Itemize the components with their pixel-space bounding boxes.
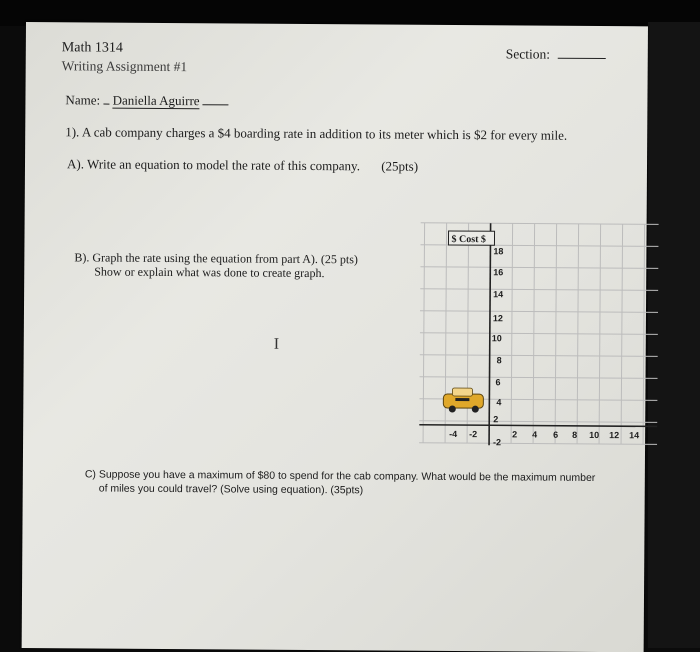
student-name: Daniella Aguirre <box>112 92 200 109</box>
part-b-question: B). Graph the rate using the equation from part A). (25 pts) <box>74 250 358 267</box>
y-axis <box>489 223 491 445</box>
y-tick-label: 12 <box>492 313 503 324</box>
problem-statement: 1). A cab company charges a $4 boarding rate in addition to its meter which is $2 for every mile. <box>65 124 568 143</box>
y-tick-label: 10 <box>491 333 502 344</box>
course-title: Math 1314 <box>61 40 123 56</box>
part-a-question: A). Write an equation to model the rate of this company. <box>66 156 361 174</box>
y-tick-label: 6 <box>495 377 501 388</box>
part-a-points: (25pts) <box>381 158 419 174</box>
name-blank-right <box>203 104 229 105</box>
name-label: Name: <box>65 92 101 108</box>
y-tick-labels <box>491 246 503 447</box>
x-tick-label: 2 <box>512 429 518 440</box>
y-tick-neg-label: -2 <box>493 437 502 448</box>
part-b-instruction: Show or explain what was done to create graph. <box>94 264 325 281</box>
y-tick-label: 4 <box>496 397 502 408</box>
y-tick-label: 16 <box>493 267 504 278</box>
name-blank-left <box>103 104 109 105</box>
section-label: Section: <box>505 46 551 62</box>
section-blank <box>557 58 605 59</box>
graph-svg <box>419 213 661 455</box>
part-c-question: C) Suppose you have a maximum of $80 to spend for the cab company. What would be the maximum number <box>84 468 596 484</box>
x-tick-label: 12 <box>609 430 620 441</box>
y-tick-label: 18 <box>493 246 504 257</box>
name-field <box>65 92 229 109</box>
assignment-title: Writing Assignment #1 <box>61 58 188 75</box>
x-tick-neg-label: -2 <box>469 429 478 440</box>
coordinate-grid <box>419 213 661 448</box>
section-field <box>506 46 606 63</box>
x-tick-label: 4 <box>532 429 538 440</box>
y-tick-label: 8 <box>496 355 502 366</box>
part-a-line <box>67 156 418 174</box>
part-c-instruction: of miles you could travel? (Solve using equation). (35pts) <box>98 482 364 497</box>
x-tick-label: 14 <box>629 430 640 441</box>
x-tick-label: 6 <box>553 429 559 440</box>
y-axis-label: $ Cost $ <box>451 233 486 246</box>
worksheet-paper <box>22 22 648 652</box>
x-tick-labels <box>449 429 639 440</box>
taxi-icon <box>443 388 483 413</box>
x-tick-label: 10 <box>589 429 600 441</box>
y-tick-label: 2 <box>493 414 499 425</box>
y-tick-label: 14 <box>493 289 504 300</box>
x-tick-label: 8 <box>572 429 578 440</box>
text-cursor-icon: I <box>273 335 280 353</box>
x-tick-neg-label: -4 <box>449 428 458 440</box>
